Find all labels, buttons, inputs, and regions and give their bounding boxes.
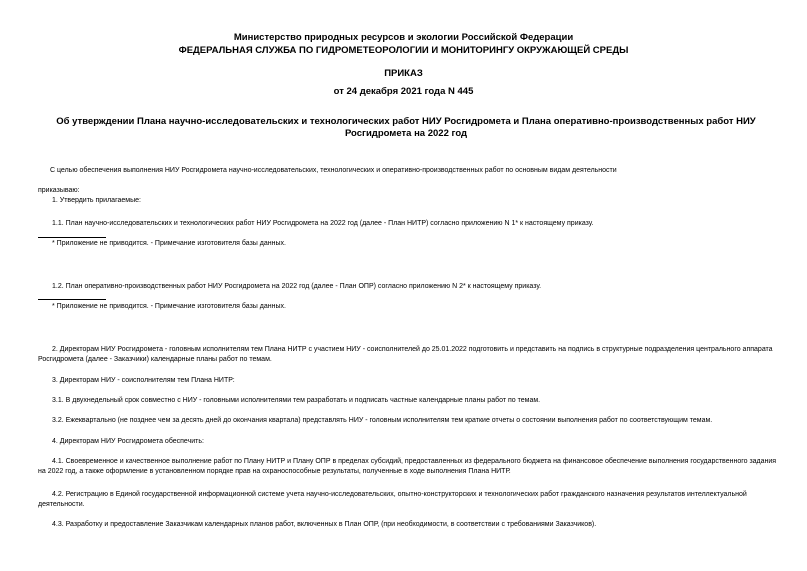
footnote-2: * Приложение не приводится. - Примечание изготовителя базы данных. — [52, 303, 286, 310]
order-word: приказываю: — [38, 187, 80, 194]
footnote-divider-2 — [38, 299, 106, 300]
paragraph-1-2: 1.2. План оперативно-производственных работ НИУ Росгидромета на 2022 год (далее - План ОПР) согласно приложению N 2* к настоящему приказу. — [52, 283, 542, 290]
paragraph-4-1: 4.1. Своевременное и качественное выполнение работ по Плану НИТР и Плану ОПР в пределах субсидий, предоставленных из федерального бюджета на финансовое обеспечение выполнения государственного задания на 2022 год, а также оформление в установленном порядке прав на охраноспособные результаты, полученные в ходе выполнения Плана НИТР. — [38, 458, 777, 475]
paragraph-4: 4. Директорам НИУ Росгидромета обеспечить: — [52, 438, 204, 445]
paragraph-4-2: 4.2. Регистрацию в Единой государственной информационной системе учета научно-исследовательских, опытно-конструкторских и технологических работ гражданского назначения результатов интеллектуальной деятельности. — [38, 491, 747, 508]
paragraph-3-1: 3.1. В двухнедельный срок совместно с НИУ - головными исполнителями тем разработать и подписать частные календарные планы работ по темам. — [52, 397, 541, 404]
document-title: Об утверждении Плана научно-исследовательских и технологических работ НИУ Росгидромета и Плана оперативно-производственных работ НИУ Росгидромета на 2022 год — [56, 116, 756, 139]
paragraph-3: 3. Директорам НИУ - соисполнителям тем Плана НИТР: — [52, 377, 235, 384]
preamble-paragraph: С целью обеспечения выполнения НИУ Росгидромета научно-исследовательских, технологических и оперативно-производственных работ по основным видам деятельности — [50, 167, 617, 174]
document-type: ПРИКАЗ — [384, 68, 423, 79]
paragraph-1-1: 1.1. План научно-исследовательских и технологических работ НИУ Росгидромета на 2022 год (далее - План НИТР) согласно приложению N 1* к настоящему приказу. — [52, 220, 594, 227]
document-date: от 24 декабря 2021 года N 445 — [333, 86, 474, 97]
paragraph-4-3: 4.3. Разработку и предоставление Заказчикам календарных планов работ, включенных в План ОПР, (при необходимости, в соответствии с требованиями Заказчиков). — [52, 521, 597, 528]
service-name: ФЕДЕРАЛЬНАЯ СЛУЖБА ПО ГИДРОМЕТЕОРОЛОГИИ И МОНИТОРИНГУ ОКРУЖАЮЩЕЙ СРЕДЫ — [178, 45, 629, 56]
paragraph-1: 1. Утвердить прилагаемые: — [52, 197, 141, 204]
footnote-1: * Приложение не приводится. - Примечание изготовителя базы данных. — [52, 240, 286, 247]
footnote-divider-1 — [38, 237, 106, 238]
paragraph-2: 2. Директорам НИУ Росгидромета - головным исполнителям тем Плана НИТР с участием НИУ - соисполнителей до 25.01.2022 подготовить и представить на подпись в структурные подразделения центрального аппарата Росгидромета (далее - Заказчики) календарные планы работ по темам. — [38, 346, 773, 363]
ministry-name: Министерство природных ресурсов и экологии Российской Федерации — [233, 32, 574, 43]
paragraph-3-2: 3.2. Ежеквартально (не позднее чем за десять дней до окончания квартала) представлять НИУ - головным исполнителям тем краткие отчеты о состоянии выполнения работ по соответствующим темам. — [52, 417, 713, 424]
